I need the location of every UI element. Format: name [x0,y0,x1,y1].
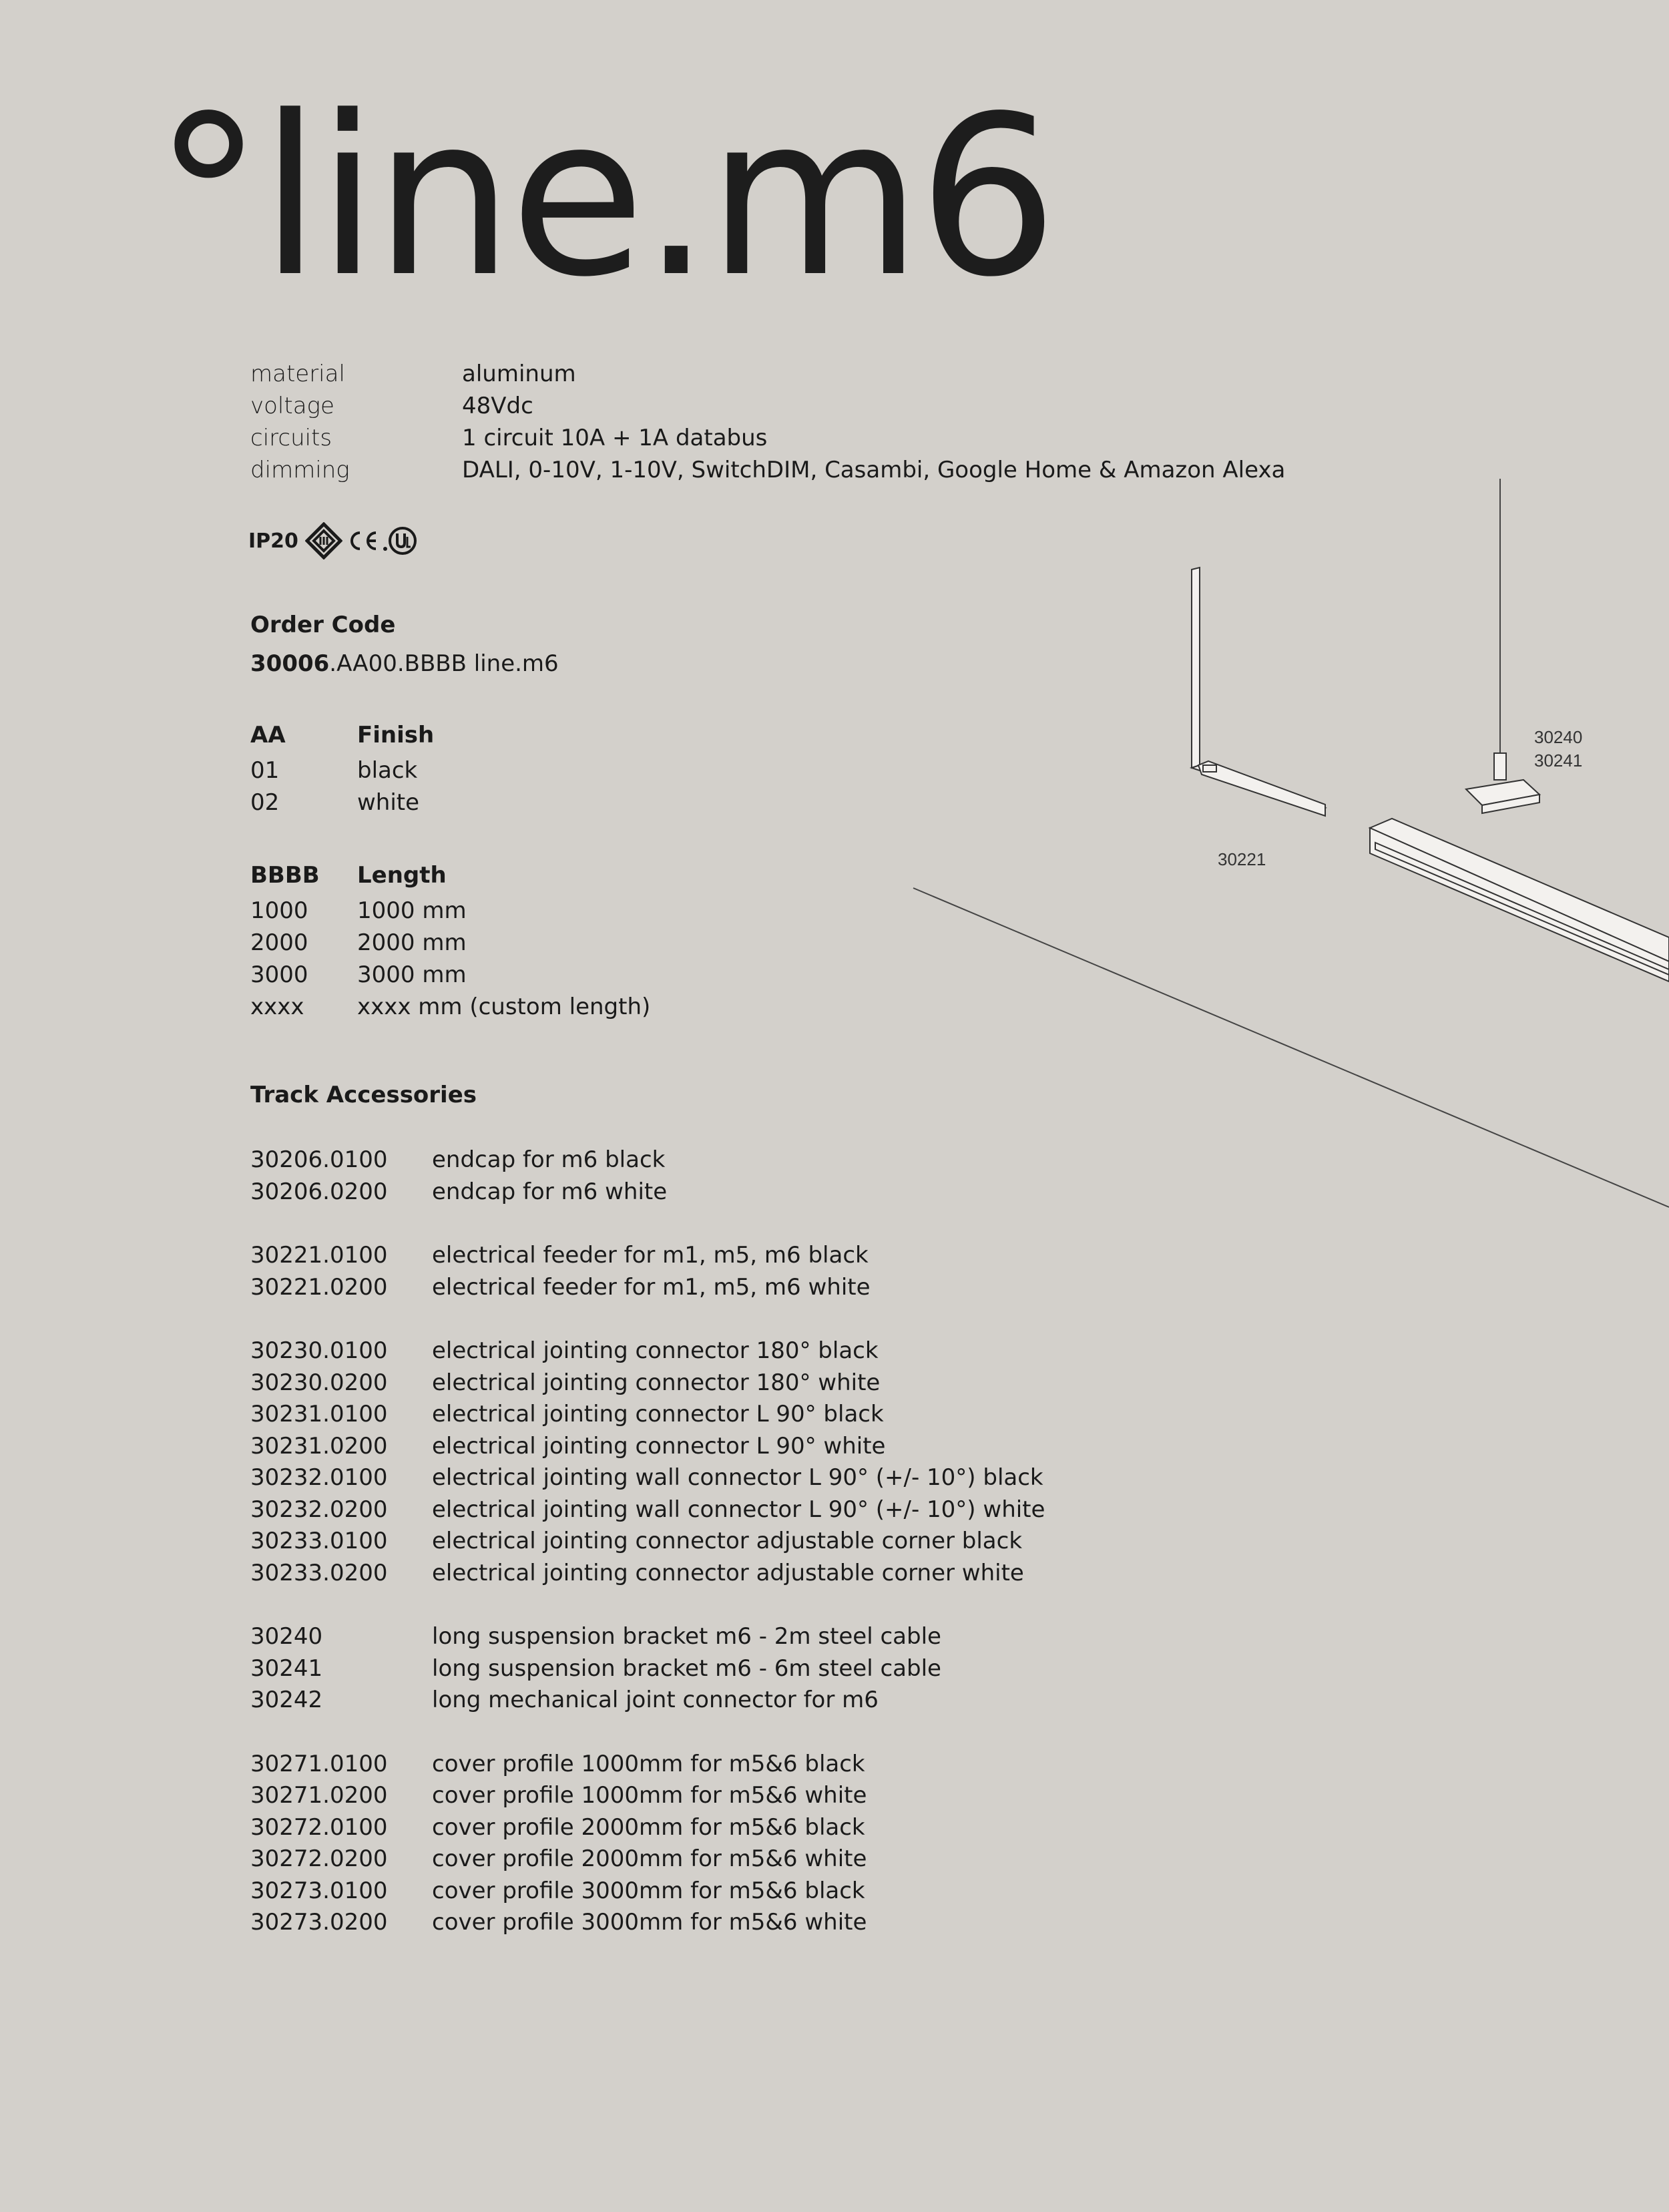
length-code: 3000 [250,961,308,988]
length-label: 1000 mm [357,897,467,924]
accessory-desc: electrical jointing connector 180° white [432,1369,881,1396]
length-col-label: Length [357,862,447,889]
label-30241: 30241 [1534,750,1583,770]
finish-col-label: Finish [357,722,435,748]
length-label: 2000 mm [357,929,467,956]
product-title: °line.m6 [154,69,1054,325]
order-code-suffix: .AA00.BBBB line.m6 [329,650,559,677]
label-30221: 30221 [1218,849,1266,869]
accessory-code: 30231.0100 [250,1401,388,1427]
accessory-code: 30272.0100 [250,1813,388,1841]
accessory-desc: electrical jointing connector L 90° white [432,1432,886,1460]
accessory-code: 30232.0200 [250,1496,388,1523]
label-30240: 30240 [1534,727,1583,747]
accessory-code: 30273.0100 [250,1877,388,1904]
accessory-desc: electrical feeder for m1, m5, m6 black [432,1242,869,1269]
accessory-desc: long suspension bracket m6 - 6m steel cable [432,1654,941,1682]
accessory-desc: electrical jointing wall connector L 90° (+/- 10°) white [432,1496,1045,1523]
length-label: 3000 mm [357,961,467,988]
spec-value: 1 circuit 10A + 1A databus [462,425,768,451]
accessory-code: 30230.0100 [250,1337,388,1364]
accessory-code: 30232.0100 [250,1464,388,1491]
ceiling-line [913,888,1669,1207]
length-col-code: BBBB [250,862,320,889]
suspension-bracket [1466,753,1539,813]
accessory-desc: electrical jointing wall connector L 90° (+/- 10°) black [432,1464,1043,1491]
accessory-code: 30273.0200 [250,1909,388,1936]
finish-col-code: AA [250,722,286,748]
spec-key: circuits [250,425,332,451]
length-code: 1000 [250,897,308,924]
length-code: 2000 [250,929,308,956]
spec-key: dimming [250,457,350,483]
length-label: xxxx mm (custom length) [357,993,651,1020]
accessory-code: 30272.0200 [250,1845,388,1872]
accessory-code: 30271.0200 [250,1782,388,1809]
accessory-code: 30240 [250,1623,323,1650]
accessory-code: 30233.0100 [250,1528,388,1554]
accessory-code: 30230.0200 [250,1369,388,1396]
spec-key: material [250,361,345,387]
spec-value: DALI, 0-10V, 1-10V, SwitchDIM, Casambi, Google Home & Amazon Alexa [462,457,1286,483]
order-code-base: 30006 [250,650,330,677]
electrical-feeder [1192,568,1325,816]
accessory-desc: cover profile 1000mm for m5&6 white [432,1782,867,1809]
length-code: xxxx [250,993,304,1020]
accessory-desc: cover profile 1000mm for m5&6 black [432,1750,865,1777]
accessory-desc: cover profile 2000mm for m5&6 black [432,1813,865,1841]
accessory-code: 30221.0200 [250,1273,388,1301]
accessory-desc: electrical jointing connector adjustable corner black [432,1528,1023,1554]
accessory-code: 30206.0200 [250,1178,388,1205]
accessory-code: 30233.0200 [250,1559,388,1586]
accessory-desc: electrical feeder for m1, m5, m6 white [432,1273,871,1301]
accessory-desc: long mechanical joint connector for m6 [432,1687,879,1713]
spec-value: 48Vdc [462,393,533,419]
accessory-desc: endcap for m6 white [432,1178,668,1205]
accessory-desc: endcap for m6 black [432,1146,666,1173]
finish-label: black [357,757,418,784]
spec-key: voltage [250,393,334,419]
finish-label: white [357,789,420,816]
accessory-desc: electrical jointing connector adjustable corner white [432,1559,1024,1586]
ip-rating: IP20 [248,529,298,553]
order-code-heading: Order Code [250,612,396,638]
accessory-desc: electrical jointing connector L 90° black [432,1401,884,1427]
accessory-desc: cover profile 3000mm for m5&6 black [432,1877,865,1904]
track-profile [1370,819,1669,981]
finish-code: 02 [250,789,280,816]
spec-value: aluminum [462,361,576,387]
accessories-heading: Track Accessories [250,1082,477,1108]
accessory-desc: electrical jointing connector 180° black [432,1337,879,1364]
accessory-code: 30241 [250,1654,323,1682]
accessory-code: 30206.0100 [250,1146,388,1173]
accessory-code: 30221.0100 [250,1242,388,1269]
accessory-desc: cover profile 3000mm for m5&6 white [432,1909,867,1936]
finish-code: 01 [250,757,280,784]
accessory-desc: long suspension bracket m6 - 2m steel cable [432,1623,941,1650]
accessory-desc: cover profile 2000mm for m5&6 white [432,1845,867,1872]
accessory-code: 30231.0200 [250,1432,388,1460]
accessory-code: 30242 [250,1687,323,1713]
accessory-code: 30271.0100 [250,1750,388,1777]
